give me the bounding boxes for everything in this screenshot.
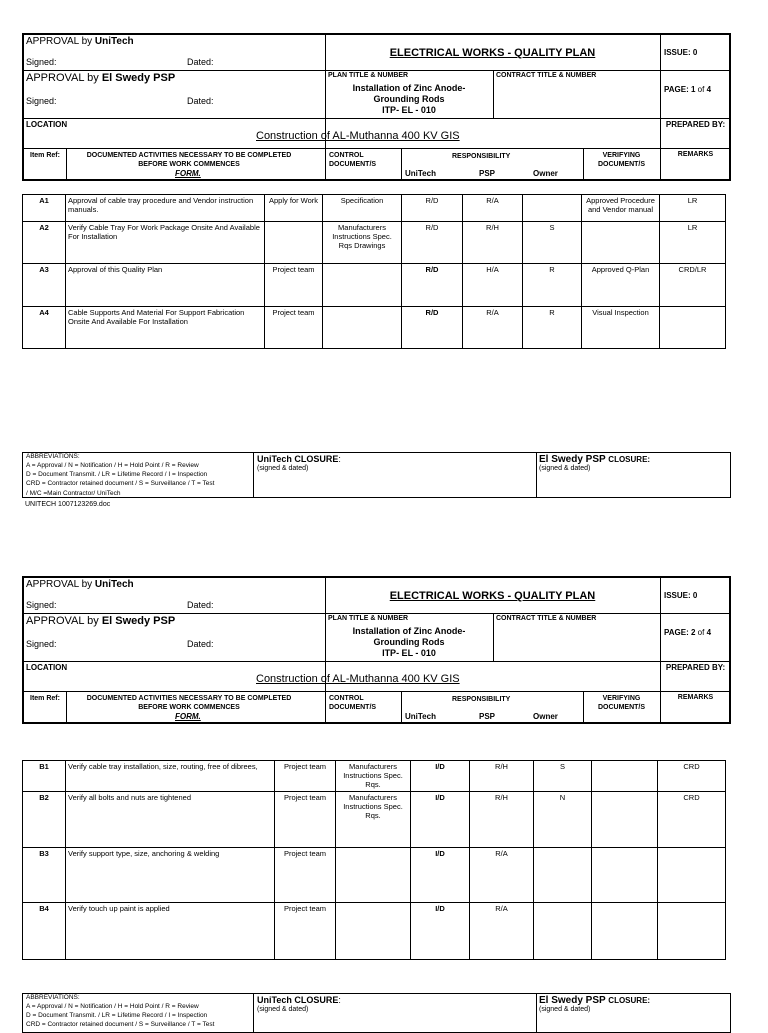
- dated-label: Dated:: [187, 600, 214, 610]
- verifying-doc: [592, 848, 658, 903]
- control-doc: Manufacturers Instructions Spec. Rqs Drawings: [323, 222, 402, 264]
- plan-line-2: Grounding Rods: [373, 637, 445, 647]
- col-unitech: UniTech: [405, 169, 436, 178]
- table-row: [23, 222, 726, 264]
- col-remarks: REMARKS: [677, 151, 714, 158]
- col-form: FORM.: [175, 712, 201, 721]
- psp-resp: R/H: [470, 761, 534, 792]
- form-cell: Project team: [275, 792, 336, 848]
- control-doc: Specification: [323, 195, 402, 222]
- form-cell: [265, 222, 323, 264]
- contract-title-label: CONTRACT TITLE & NUMBER: [496, 72, 597, 79]
- remarks: LR: [660, 195, 726, 222]
- item-ref: B2: [23, 792, 66, 848]
- table-row: [23, 761, 726, 792]
- table-row: [23, 848, 726, 903]
- psp-closure: El Swedy PSP CLOSURE:: [539, 995, 651, 1006]
- verifying-doc: [592, 761, 658, 792]
- control-doc: [336, 848, 411, 903]
- abbreviations-title: ABBREVIATIONS:: [26, 994, 80, 1001]
- remarks: CRD: [658, 761, 726, 792]
- psp-resp: R/A: [463, 195, 523, 222]
- col-owner: Owner: [533, 712, 558, 721]
- col-activities: DOCUMENTED ACTIVITIES NECESSARY TO BE COMPLETED BEFORE WORK COMMENCES: [86, 152, 292, 168]
- activities-table-a: [22, 194, 726, 349]
- owner-resp: R: [523, 264, 582, 307]
- col-unitech: UniTech: [405, 712, 436, 721]
- col-form: FORM.: [175, 169, 201, 178]
- verifying-doc: Approved Procedure and Vendor manual: [582, 195, 660, 222]
- psp-resp: R/H: [470, 792, 534, 848]
- col-control: CONTROL DOCUMENT/S: [329, 152, 377, 168]
- col-item-ref: Item Ref:: [30, 695, 60, 702]
- remarks: CRD/LR: [660, 264, 726, 307]
- plan-title-label: PLAN TITLE & NUMBER: [328, 72, 409, 79]
- owner-resp: N: [534, 792, 592, 848]
- control-doc: Manufacturers Instructions Spec. Rqs.: [336, 761, 411, 792]
- remarks: [658, 848, 726, 903]
- verifying-doc: Visual Inspection: [582, 307, 660, 349]
- owner-resp: [534, 848, 592, 903]
- abbreviations-footer-page2: [22, 993, 731, 1033]
- signed-label: Signed:: [26, 600, 57, 610]
- abbreviations-line: CRD = Contractor retained document / S = Surveillance / T = Test: [26, 480, 215, 487]
- signed-label: Signed:: [26, 639, 57, 649]
- activity: Verify support type, size, anchoring & welding: [66, 848, 275, 903]
- unitech-closure-note: (signed & dated): [257, 465, 309, 472]
- unitech-closure-note: (signed & dated): [257, 1006, 309, 1013]
- location-label: LOCATION: [26, 663, 68, 672]
- issue-label: ISSUE: 0: [664, 48, 698, 57]
- activity: Approval of cable tray procedure and Vendor instruction manuals.: [66, 195, 265, 222]
- control-doc: Manufacturers Instructions Spec. Rqs.: [336, 792, 411, 848]
- form-cell: Project team: [275, 903, 336, 960]
- table-row: [23, 195, 726, 222]
- abbreviations-line: D = Document Transmit. / LR = Lifetime Record / I = Inspection: [26, 1012, 208, 1019]
- control-doc: [336, 903, 411, 960]
- document-filename: UNITECH 1007123269.doc: [25, 501, 111, 508]
- activity: Verify Cable Tray For Work Package Onsite And Available For Installation: [66, 222, 265, 264]
- form-cell: Project team: [265, 307, 323, 349]
- owner-resp: R: [523, 307, 582, 349]
- abbreviations-title: ABBREVIATIONS:: [26, 453, 80, 460]
- quality-plan-header-page1: [22, 33, 731, 181]
- unitech-closure: UniTech CLOSURE:: [257, 454, 341, 464]
- psp-resp: R/A: [470, 848, 534, 903]
- psp-closure-note: (signed & dated): [539, 1006, 591, 1013]
- abbreviations-line: D = Document Transmit. / LR = Lifetime Record / I = Inspection: [26, 471, 208, 478]
- col-owner: Owner: [533, 169, 558, 178]
- plan-number: ITP- EL - 010: [382, 105, 436, 115]
- issue-label: ISSUE: 0: [664, 591, 698, 600]
- activity: Verify cable tray installation, size, routing, free of dibrees,: [66, 761, 275, 792]
- unitech-resp: I/D: [411, 792, 470, 848]
- plan-heading: ELECTRICAL WORKS - QUALITY PLAN: [389, 47, 596, 59]
- col-remarks: REMARKS: [677, 694, 714, 701]
- item-ref: A2: [23, 222, 66, 264]
- unitech-resp: I/D: [411, 848, 470, 903]
- psp-resp: R/A: [463, 307, 523, 349]
- location-value: Construction of AL-Muthanna 400 KV GIS: [256, 130, 460, 142]
- approval-psp: APPROVAL by El Swedy PSP: [26, 72, 176, 84]
- page-number: PAGE: 2 of 4: [664, 628, 712, 637]
- activities-table-b: [22, 760, 726, 960]
- psp-closure-note: (signed & dated): [539, 465, 591, 472]
- form-cell: Project team: [275, 761, 336, 792]
- verifying-doc: [582, 222, 660, 264]
- plan-title-label: PLAN TITLE & NUMBER: [328, 615, 409, 622]
- col-psp: PSP: [479, 169, 496, 178]
- approval-unitech: APPROVAL by UniTech: [26, 579, 134, 590]
- table-row: [23, 903, 726, 960]
- abbreviations-line: / M/C =Main Contractor/ UniTech: [26, 490, 121, 497]
- owner-resp: [523, 195, 582, 222]
- col-verifying: VERIFYING DOCUMENT/S: [597, 695, 646, 711]
- table-row: [23, 307, 726, 349]
- col-item-ref: Item Ref:: [30, 152, 60, 159]
- psp-resp: H/A: [463, 264, 523, 307]
- item-ref: A3: [23, 264, 66, 307]
- remarks: [658, 903, 726, 960]
- unitech-resp: R/D: [402, 222, 463, 264]
- table-row: [23, 792, 726, 848]
- col-control: CONTROL DOCUMENT/S: [329, 695, 377, 711]
- form-cell: Apply for Work: [265, 195, 323, 222]
- item-ref: B4: [23, 903, 66, 960]
- verifying-doc: Approved Q-Plan: [582, 264, 660, 307]
- item-ref: A4: [23, 307, 66, 349]
- verifying-doc: [592, 792, 658, 848]
- item-ref: B3: [23, 848, 66, 903]
- location-value: Construction of AL-Muthanna 400 KV GIS: [256, 673, 460, 685]
- form-cell: Project team: [275, 848, 336, 903]
- unitech-resp: I/D: [411, 903, 470, 960]
- dated-label: Dated:: [187, 96, 214, 106]
- col-responsibility: RESPONSIBILITY: [452, 153, 511, 160]
- unitech-resp: I/D: [411, 761, 470, 792]
- plan-line-1: Installation of Zinc Anode-: [352, 83, 466, 93]
- signed-label: Signed:: [26, 57, 57, 67]
- owner-resp: [534, 903, 592, 960]
- control-doc: [323, 264, 402, 307]
- abbreviations-line: A = Approval / N = Notification / H = Hold Point / R = Review: [26, 1003, 199, 1010]
- remarks: [660, 307, 726, 349]
- abbreviations-line: A = Approval / N = Notification / H = Hold Point / R = Review: [26, 462, 199, 469]
- plan-line-2: Grounding Rods: [373, 94, 445, 104]
- approval-unitech: APPROVAL by UniTech: [26, 36, 134, 47]
- psp-resp: R/H: [463, 222, 523, 264]
- quality-plan-header-page2: [22, 576, 731, 724]
- remarks: LR: [660, 222, 726, 264]
- abbreviations-line: CRD = Contractor retained document / S = Surveillance / T = Test: [26, 1021, 215, 1028]
- control-doc: [323, 307, 402, 349]
- col-psp: PSP: [479, 712, 496, 721]
- prepared-by-label: PREPARED BY:: [665, 120, 726, 129]
- unitech-resp: R/D: [402, 195, 463, 222]
- plan-line-1: Installation of Zinc Anode-: [352, 626, 466, 636]
- col-responsibility: RESPONSIBILITY: [452, 696, 511, 703]
- form-cell: Project team: [265, 264, 323, 307]
- remarks: CRD: [658, 792, 726, 848]
- dated-label: Dated:: [187, 57, 214, 67]
- activity: Approval of this Quality Plan: [66, 264, 265, 307]
- unitech-resp: R/D: [402, 307, 463, 349]
- table-row: [23, 264, 726, 307]
- psp-resp: R/A: [470, 903, 534, 960]
- activity: Verify touch up paint is applied: [66, 903, 275, 960]
- item-ref: B1: [23, 761, 66, 792]
- col-verifying: VERIFYING DOCUMENT/S: [597, 152, 646, 168]
- item-ref: A1: [23, 195, 66, 222]
- dated-label: Dated:: [187, 639, 214, 649]
- verifying-doc: [592, 903, 658, 960]
- activity: Cable Supports And Material For Support Fabrication Onsite And Available For Installation: [66, 307, 265, 349]
- location-label: LOCATION: [26, 120, 68, 129]
- psp-closure: El Swedy PSP CLOSURE:: [539, 454, 651, 465]
- owner-resp: S: [534, 761, 592, 792]
- contract-title-label: CONTRACT TITLE & NUMBER: [496, 615, 597, 622]
- unitech-closure: UniTech CLOSURE:: [257, 995, 341, 1005]
- plan-heading: ELECTRICAL WORKS - QUALITY PLAN: [389, 590, 596, 602]
- abbreviations-footer-page1: [22, 452, 731, 498]
- approval-psp: APPROVAL by El Swedy PSP: [26, 615, 176, 627]
- page-number: PAGE: 1 of 4: [664, 85, 712, 94]
- activity: Verify all bolts and nuts are tightened: [66, 792, 275, 848]
- col-activities: DOCUMENTED ACTIVITIES NECESSARY TO BE COMPLETED BEFORE WORK COMMENCES: [86, 695, 292, 711]
- unitech-resp: R/D: [402, 264, 463, 307]
- prepared-by-label: PREPARED BY:: [665, 663, 726, 672]
- owner-resp: S: [523, 222, 582, 264]
- plan-number: ITP- EL - 010: [382, 648, 436, 658]
- signed-label: Signed:: [26, 96, 57, 106]
